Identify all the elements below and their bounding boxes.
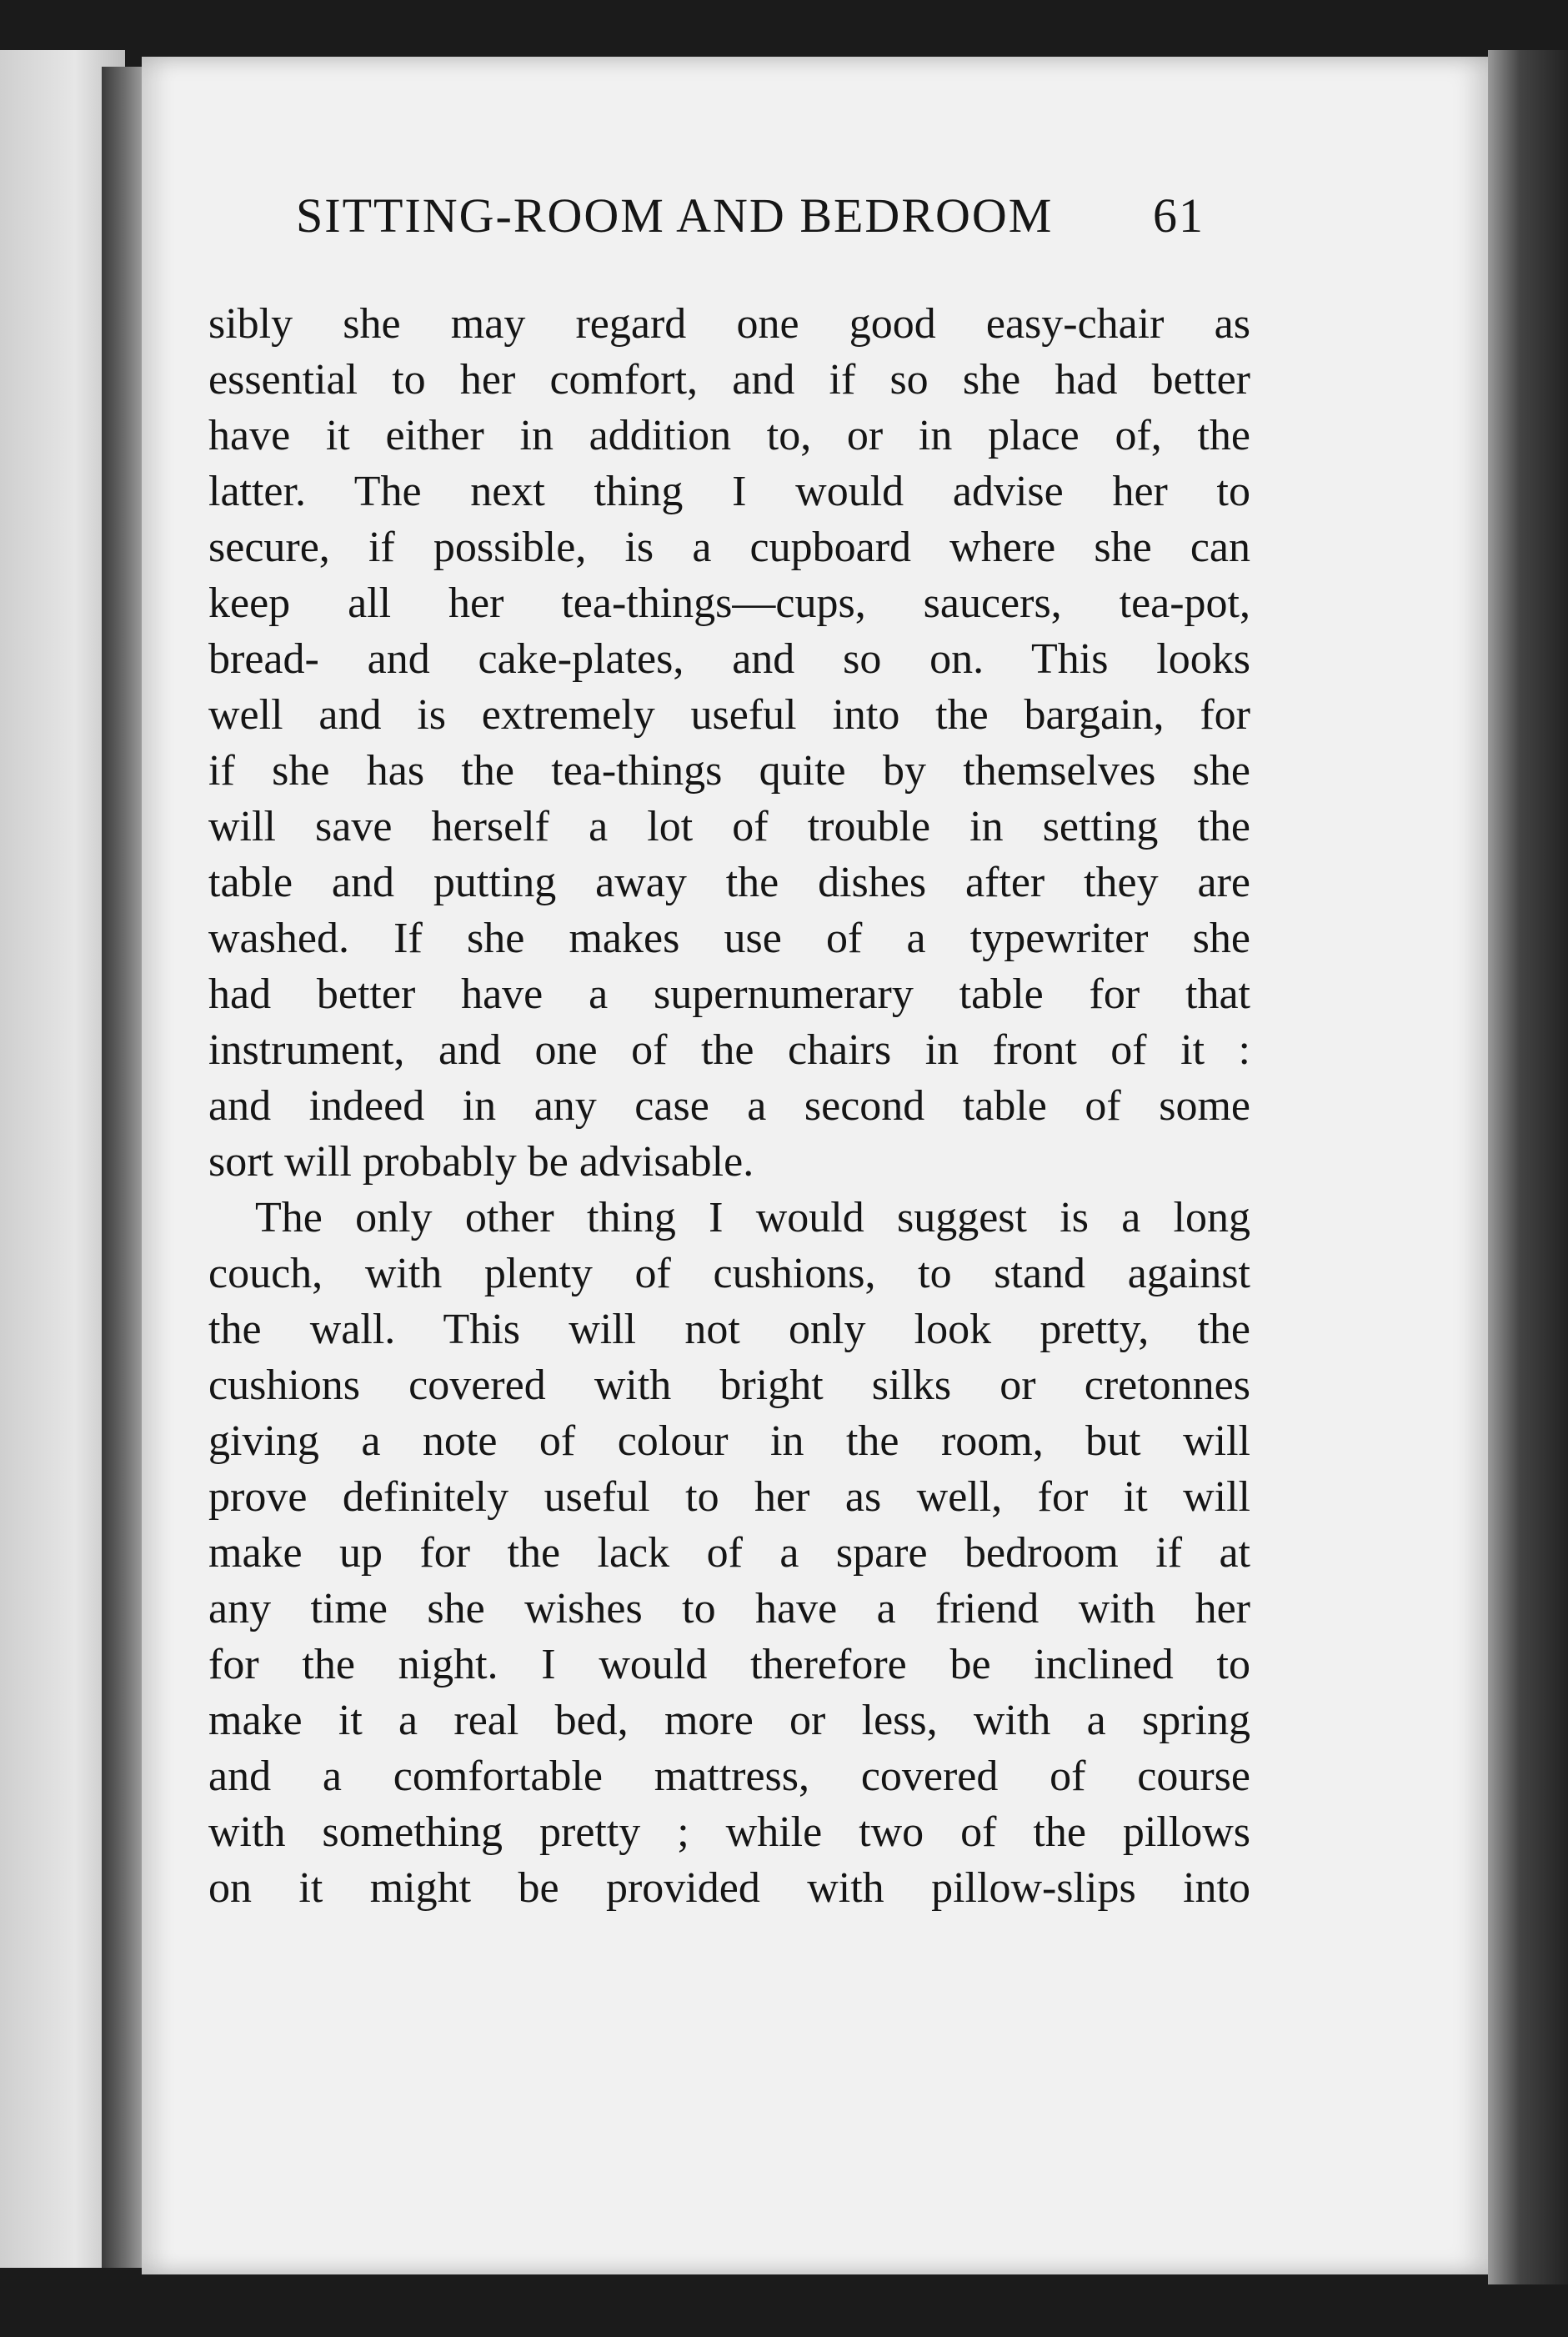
running-head: SITTING-ROOM AND BEDROOM	[296, 188, 1054, 243]
paragraph-start-line: The only other thing I would suggest is a long	[255, 1194, 1250, 1241]
text-line: will save herself a lot of trouble in setting the	[208, 803, 1250, 850]
text-line: table and putting away the dishes after they are	[208, 859, 1250, 906]
text-line: any time she wishes to have a friend with her	[208, 1585, 1250, 1632]
text-line: cushions covered with bright silks or cretonnes	[208, 1362, 1250, 1409]
text-line: giving a note of colour in the room, but will	[208, 1417, 1250, 1465]
text-line: had better have a supernumerary table for that	[208, 970, 1250, 1018]
text-line: for the night. I would therefore be inclined to	[208, 1641, 1250, 1688]
text-line: make up for the lack of a spare bedroom if at	[208, 1529, 1250, 1577]
text-line: instrument, and one of the chairs in front of it :	[208, 1026, 1250, 1074]
text-line: prove definitely useful to her as well, for it will	[208, 1473, 1250, 1521]
text-line: sibly she may regard one good easy-chair as	[208, 300, 1250, 348]
page-number: 61	[1153, 188, 1205, 243]
text-line: essential to her comfort, and if so she had better	[208, 356, 1250, 404]
text-line: with something pretty ; while two of the pillows	[208, 1808, 1250, 1856]
text-line: and a comfortable mattress, covered of course	[208, 1753, 1250, 1800]
text-line: secure, if possible, is a cupboard where she can	[208, 524, 1250, 571]
text-line: have it either in addition to, or in place of, the	[208, 412, 1250, 459]
text-line: latter. The next thing I would advise her to	[208, 468, 1250, 515]
text-line: couch, with plenty of cushions, to stand against	[208, 1250, 1250, 1297]
text-line: bread- and cake-plates, and so on. This looks	[208, 635, 1250, 683]
text-line: on it might be provided with pillow-slips into	[208, 1864, 1250, 1912]
text-line: keep all her tea-things—cups, saucers, tea-pot,	[208, 579, 1250, 627]
text-line: and indeed in any case a second table of some	[208, 1082, 1250, 1130]
text-line: make it a real bed, more or less, with a spring	[208, 1697, 1250, 1744]
text-line: if she has the tea-things quite by themselves she	[208, 747, 1250, 795]
body-text	[208, 296, 1250, 1916]
text-line: washed. If she makes use of a typewriter she	[208, 915, 1250, 962]
page-header	[296, 188, 1213, 263]
paragraph-end-line: sort will probably be advisable.	[208, 1138, 754, 1186]
text-line: the wall. This will not only look pretty, the	[208, 1306, 1250, 1353]
page-right-edge	[1488, 50, 1568, 2284]
text-line: well and is extremely useful into the bargain, for	[208, 691, 1250, 739]
